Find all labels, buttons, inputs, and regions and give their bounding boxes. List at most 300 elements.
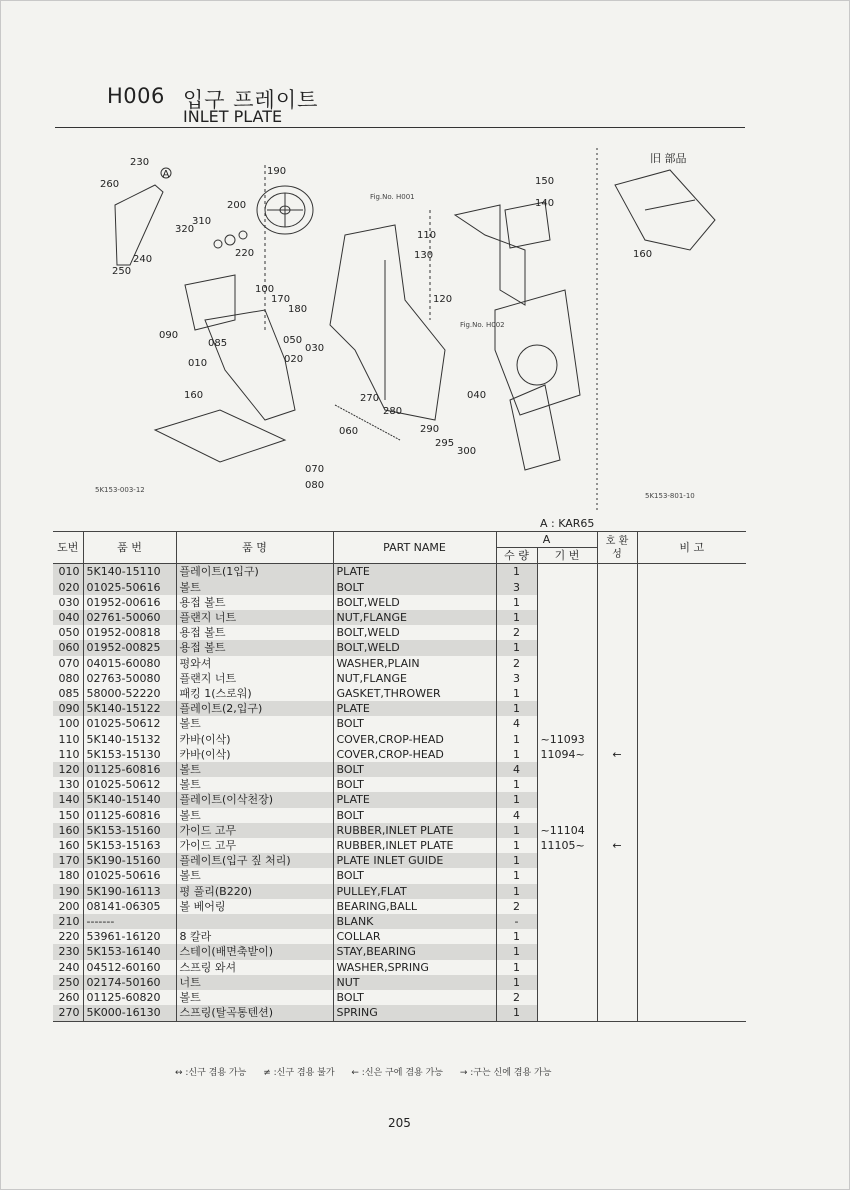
- svg-text:230: 230: [130, 157, 150, 168]
- row-part-number: 5K153-15160: [83, 823, 176, 838]
- row-part-number: 5K153-16140: [83, 944, 176, 959]
- row-part-number: 5K000-16130: [83, 1005, 176, 1021]
- stay-bearing-drawing: [115, 185, 163, 265]
- row-no: 110: [53, 732, 83, 747]
- row-interchange: [597, 868, 637, 883]
- cover-drawing: [455, 205, 525, 305]
- row-name-en: BOLT: [333, 762, 496, 777]
- row-quantity: 1: [496, 868, 537, 883]
- row-serial: [537, 701, 597, 716]
- svg-text:080: 080: [305, 480, 325, 491]
- row-no: 260: [53, 990, 83, 1005]
- row-interchange: [597, 701, 637, 716]
- svg-text:070: 070: [305, 464, 325, 475]
- col-header-name-en: PART NAME: [333, 532, 496, 564]
- page-title-english: INLET PLATE: [183, 107, 283, 126]
- row-no: 160: [53, 823, 83, 838]
- row-quantity: 1: [496, 929, 537, 944]
- row-name-en: PULLEY,FLAT: [333, 884, 496, 899]
- row-part-number: 5K140-15122: [83, 701, 176, 716]
- row-no: 085: [53, 686, 83, 701]
- table-row: [53, 792, 746, 807]
- row-name-kr: 스테이(배면축받이): [176, 944, 333, 959]
- row-name-kr: 평와셔: [176, 656, 333, 671]
- row-name-en: NUT,FLANGE: [333, 671, 496, 686]
- row-no: 120: [53, 762, 83, 777]
- row-interchange: [597, 884, 637, 899]
- row-part-number: 01952-00818: [83, 625, 176, 640]
- svg-text:280: 280: [383, 406, 403, 417]
- row-name-kr: 볼트: [176, 868, 333, 883]
- row-no: 100: [53, 716, 83, 731]
- svg-text:030: 030: [305, 343, 325, 354]
- row-name-en: NUT,FLANGE: [333, 610, 496, 625]
- row-serial: [537, 671, 597, 686]
- row-interchange: [597, 580, 637, 595]
- row-no: 180: [53, 868, 83, 883]
- row-no: 060: [53, 640, 83, 655]
- row-part-number: 02174-50160: [83, 975, 176, 990]
- row-quantity: 1: [496, 747, 537, 762]
- svg-text:120: 120: [433, 294, 453, 305]
- table-row: [53, 625, 746, 640]
- row-part-number: 5K153-15163: [83, 838, 176, 853]
- row-quantity: 1: [496, 732, 537, 747]
- row-no: 240: [53, 960, 83, 975]
- row-remarks: [637, 777, 746, 792]
- row-remarks: [637, 838, 746, 853]
- row-part-number: 5K190-16113: [83, 884, 176, 899]
- row-quantity: 1: [496, 853, 537, 868]
- table-row: [53, 868, 746, 883]
- row-interchange: [597, 656, 637, 671]
- row-name-kr: 볼트: [176, 762, 333, 777]
- row-name-en: BOLT,WELD: [333, 595, 496, 610]
- row-part-number: 08141-06305: [83, 899, 176, 914]
- table-row: [53, 671, 746, 686]
- table-row: [53, 960, 746, 975]
- row-serial: [537, 975, 597, 990]
- table-row: [53, 944, 746, 959]
- row-name-en: BOLT,WELD: [333, 625, 496, 640]
- table-row: [53, 762, 746, 777]
- row-interchange: [597, 990, 637, 1005]
- row-remarks: [637, 656, 746, 671]
- row-name-kr: 볼트: [176, 580, 333, 595]
- row-quantity: 4: [496, 762, 537, 777]
- row-no: 040: [53, 610, 83, 625]
- row-name-kr: 카바(이삭): [176, 747, 333, 762]
- table-row: [53, 716, 746, 731]
- table-row: [53, 732, 746, 747]
- row-serial: [537, 1005, 597, 1021]
- row-part-number: 5K140-15110: [83, 564, 176, 580]
- row-serial: [537, 899, 597, 914]
- row-remarks: [637, 701, 746, 716]
- row-serial: ~11104: [537, 823, 597, 838]
- row-interchange: [597, 960, 637, 975]
- row-serial: 11094~: [537, 747, 597, 762]
- row-quantity: 1: [496, 792, 537, 807]
- row-interchange: [597, 808, 637, 823]
- row-part-number: 01025-50616: [83, 580, 176, 595]
- legend-item: ≠ :신구 겸용 불가: [263, 1068, 335, 1078]
- row-no: 020: [53, 580, 83, 595]
- row-remarks: [637, 580, 746, 595]
- row-quantity: 3: [496, 671, 537, 686]
- svg-text:160: 160: [184, 390, 204, 401]
- col-header-no: 도번: [53, 532, 83, 564]
- col-header-interchange: 호 환 성: [597, 532, 637, 564]
- row-part-number: 58000-52220: [83, 686, 176, 701]
- row-name-kr: 플레이트(1입구): [176, 564, 333, 580]
- row-remarks: [637, 823, 746, 838]
- svg-text:110: 110: [417, 230, 437, 241]
- interchange-legend: [175, 1065, 565, 1078]
- legend-item: ↔ :신구 겸용 가능: [175, 1068, 247, 1078]
- svg-text:010: 010: [188, 358, 208, 369]
- row-name-kr: 플랜지 너트: [176, 671, 333, 686]
- row-name-kr: 8 칼라: [176, 929, 333, 944]
- row-name-en: PLATE: [333, 564, 496, 580]
- row-no: 150: [53, 808, 83, 823]
- old-parts-label: 旧 部品: [650, 152, 687, 165]
- row-part-number: 01125-60816: [83, 808, 176, 823]
- row-interchange: [597, 929, 637, 944]
- row-quantity: 4: [496, 716, 537, 731]
- header-rule: [55, 127, 745, 128]
- row-remarks: [637, 884, 746, 899]
- row-serial: [537, 625, 597, 640]
- row-no: 070: [53, 656, 83, 671]
- row-name-en: RUBBER,INLET PLATE: [333, 823, 496, 838]
- row-interchange: [597, 792, 637, 807]
- row-serial: [537, 777, 597, 792]
- table-row: [53, 564, 746, 580]
- table-row: [53, 823, 746, 838]
- row-interchange: ←: [597, 747, 637, 762]
- svg-text:200: 200: [227, 200, 247, 211]
- row-no: 170: [53, 853, 83, 868]
- row-interchange: [597, 640, 637, 655]
- table-row: [53, 990, 746, 1005]
- row-quantity: 1: [496, 640, 537, 655]
- row-name-en: SPRING: [333, 1005, 496, 1021]
- row-remarks: [637, 929, 746, 944]
- svg-text:295: 295: [435, 438, 455, 449]
- row-name-kr: 볼트: [176, 990, 333, 1005]
- svg-text:290: 290: [420, 424, 440, 435]
- row-no: 210: [53, 914, 83, 929]
- svg-text:260: 260: [100, 179, 120, 190]
- row-remarks: [637, 716, 746, 731]
- row-name-kr: [176, 914, 333, 929]
- svg-text:240: 240: [133, 254, 153, 265]
- row-quantity: 1: [496, 595, 537, 610]
- row-remarks: [637, 625, 746, 640]
- row-name-kr: 용접 볼트: [176, 595, 333, 610]
- col-header-remarks: 비 고: [637, 532, 746, 564]
- row-name-en: BOLT: [333, 990, 496, 1005]
- exploded-parts-diagram: [55, 140, 745, 520]
- row-name-en: BOLT: [333, 580, 496, 595]
- row-part-number: 5K153-15130: [83, 747, 176, 762]
- row-no: 030: [53, 595, 83, 610]
- row-quantity: 1: [496, 884, 537, 899]
- row-part-number: 5K140-15140: [83, 792, 176, 807]
- row-quantity: 1: [496, 564, 537, 580]
- arrow-mark-a: A: [162, 169, 170, 180]
- row-name-en: BOLT: [333, 716, 496, 731]
- row-name-kr: 용접 볼트: [176, 625, 333, 640]
- svg-text:140: 140: [535, 198, 555, 209]
- row-serial: [537, 868, 597, 883]
- row-remarks: [637, 975, 746, 990]
- svg-text:040: 040: [467, 390, 487, 401]
- row-name-en: PLATE INLET GUIDE: [333, 853, 496, 868]
- row-remarks: [637, 564, 746, 580]
- row-remarks: [637, 853, 746, 868]
- row-name-kr: 용접 볼트: [176, 640, 333, 655]
- row-quantity: 2: [496, 990, 537, 1005]
- svg-text:160: 160: [633, 249, 653, 260]
- row-part-number: 5K140-15132: [83, 732, 176, 747]
- row-no: 080: [53, 671, 83, 686]
- page-title-korean: 입구 프레이트: [183, 88, 319, 112]
- table-row: [53, 595, 746, 610]
- svg-text:310: 310: [192, 216, 212, 227]
- table-row: [53, 640, 746, 655]
- row-name-kr: 카바(이삭): [176, 732, 333, 747]
- row-name-en: PLATE: [333, 792, 496, 807]
- row-serial: [537, 595, 597, 610]
- row-quantity: 1: [496, 777, 537, 792]
- table-row: [53, 656, 746, 671]
- svg-text:090: 090: [159, 330, 179, 341]
- row-name-en: BEARING,BALL: [333, 899, 496, 914]
- row-quantity: 1: [496, 944, 537, 959]
- row-remarks: [637, 762, 746, 777]
- row-serial: ~11093: [537, 732, 597, 747]
- row-interchange: [597, 853, 637, 868]
- table-row: [53, 580, 746, 595]
- svg-text:180: 180: [288, 304, 308, 315]
- row-serial: [537, 960, 597, 975]
- row-no: 250: [53, 975, 83, 990]
- row-remarks: [637, 960, 746, 975]
- row-part-number: 01125-60820: [83, 990, 176, 1005]
- row-name-en: COLLAR: [333, 929, 496, 944]
- row-no: 050: [53, 625, 83, 640]
- row-interchange: [597, 762, 637, 777]
- row-no: 140: [53, 792, 83, 807]
- row-interchange: [597, 944, 637, 959]
- row-name-kr: 볼트: [176, 716, 333, 731]
- row-serial: [537, 990, 597, 1005]
- row-remarks: [637, 640, 746, 655]
- legend-item: → :구는 신에 겸용 가능: [459, 1068, 552, 1078]
- row-quantity: 1: [496, 686, 537, 701]
- row-quantity: 4: [496, 808, 537, 823]
- row-name-kr: 플레이트(이삭천장): [176, 792, 333, 807]
- row-remarks: [637, 595, 746, 610]
- row-remarks: [637, 747, 746, 762]
- table-row: [53, 838, 746, 853]
- fig-ref-h002: Fig.No. H002: [460, 321, 505, 329]
- row-name-kr: 패킹 1(스로워): [176, 686, 333, 701]
- inlet-plate-drawing: [185, 275, 235, 330]
- row-part-number: 01025-50612: [83, 777, 176, 792]
- diagram-id-left: 5K153-003-12: [95, 486, 145, 494]
- row-name-en: PLATE: [333, 701, 496, 716]
- fig-ref-h001: Fig.No. H001: [370, 193, 415, 201]
- row-remarks: [637, 732, 746, 747]
- row-part-number: 01025-50612: [83, 716, 176, 731]
- row-name-en: RUBBER,INLET PLATE: [333, 838, 496, 853]
- table-row: [53, 899, 746, 914]
- row-serial: [537, 716, 597, 731]
- row-no: 190: [53, 884, 83, 899]
- col-header-name-kr: 품 명: [176, 532, 333, 564]
- row-name-en: GASKET,THROWER: [333, 686, 496, 701]
- table-row: [53, 1005, 746, 1021]
- legend-item: ← :신은 구에 겸용 가능: [351, 1068, 443, 1078]
- svg-text:250: 250: [112, 266, 132, 277]
- old-part-drawing: [615, 170, 715, 250]
- table-row: [53, 701, 746, 716]
- row-part-number: 02761-50060: [83, 610, 176, 625]
- row-interchange: [597, 1005, 637, 1021]
- row-serial: [537, 884, 597, 899]
- svg-text:320: 320: [175, 224, 195, 235]
- row-name-en: BOLT: [333, 808, 496, 823]
- row-serial: 11105~: [537, 838, 597, 853]
- row-interchange: [597, 564, 637, 580]
- table-row: [53, 686, 746, 701]
- row-interchange: [597, 595, 637, 610]
- row-no: 160: [53, 838, 83, 853]
- row-quantity: -: [496, 914, 537, 929]
- rubber-plate-drawing: [155, 410, 285, 462]
- row-serial: [537, 564, 597, 580]
- row-name-kr: 플레이트(2,입구): [176, 701, 333, 716]
- row-part-number: 01125-60816: [83, 762, 176, 777]
- row-remarks: [637, 990, 746, 1005]
- row-serial: [537, 929, 597, 944]
- row-interchange: [597, 716, 637, 731]
- table-row: [53, 610, 746, 625]
- row-part-number: -------: [83, 914, 176, 929]
- row-quantity: 1: [496, 838, 537, 853]
- parts-table: [53, 531, 746, 1022]
- row-no: 010: [53, 564, 83, 580]
- row-quantity: 1: [496, 975, 537, 990]
- row-quantity: 1: [496, 1005, 537, 1021]
- row-interchange: [597, 914, 637, 929]
- row-interchange: ←: [597, 838, 637, 853]
- row-no: 230: [53, 944, 83, 959]
- row-interchange: [597, 823, 637, 838]
- row-part-number: 53961-16120: [83, 929, 176, 944]
- table-row: [53, 914, 746, 929]
- row-name-en: BOLT: [333, 777, 496, 792]
- row-part-number: 5K190-15160: [83, 853, 176, 868]
- row-interchange: [597, 610, 637, 625]
- row-remarks: [637, 868, 746, 883]
- row-remarks: [637, 914, 746, 929]
- svg-text:050: 050: [283, 335, 303, 346]
- diagram-id-right: 5K153-801-10: [645, 492, 695, 500]
- svg-text:085: 085: [208, 338, 228, 349]
- row-remarks: [637, 808, 746, 823]
- row-serial: [537, 792, 597, 807]
- row-interchange: [597, 686, 637, 701]
- row-name-kr: 스프링 와셔: [176, 960, 333, 975]
- svg-text:100: 100: [255, 284, 275, 295]
- col-header-part-no: 품 번: [83, 532, 176, 564]
- row-serial: [537, 610, 597, 625]
- row-name-en: BLANK: [333, 914, 496, 929]
- row-part-number: 01025-50616: [83, 868, 176, 883]
- table-row: [53, 975, 746, 990]
- row-serial: [537, 686, 597, 701]
- row-interchange: [597, 732, 637, 747]
- row-serial: [537, 944, 597, 959]
- row-name-en: COVER,CROP-HEAD: [333, 747, 496, 762]
- row-remarks: [637, 944, 746, 959]
- table-row: [53, 884, 746, 899]
- row-name-en: BOLT: [333, 868, 496, 883]
- row-interchange: [597, 777, 637, 792]
- row-serial: [537, 656, 597, 671]
- row-no: 090: [53, 701, 83, 716]
- svg-text:220: 220: [235, 248, 255, 259]
- row-no: 220: [53, 929, 83, 944]
- row-quantity: 1: [496, 823, 537, 838]
- row-name-en: BOLT,WELD: [333, 640, 496, 655]
- row-name-kr: 플레이트(입구 짚 처리): [176, 853, 333, 868]
- col-header-group-a: A: [496, 532, 597, 548]
- row-interchange: [597, 671, 637, 686]
- row-quantity: 1: [496, 701, 537, 716]
- row-name-kr: 볼 베어링: [176, 899, 333, 914]
- row-name-en: WASHER,SPRING: [333, 960, 496, 975]
- row-name-kr: 볼트: [176, 777, 333, 792]
- svg-text:170: 170: [271, 294, 291, 305]
- row-remarks: [637, 792, 746, 807]
- row-no: 200: [53, 899, 83, 914]
- row-interchange: [597, 975, 637, 990]
- row-serial: [537, 762, 597, 777]
- row-serial: [537, 808, 597, 823]
- row-interchange: [597, 899, 637, 914]
- row-serial: [537, 640, 597, 655]
- row-interchange: [597, 625, 637, 640]
- svg-text:190: 190: [267, 166, 287, 177]
- row-part-number: 01952-00616: [83, 595, 176, 610]
- row-quantity: 2: [496, 899, 537, 914]
- page-number: 205: [388, 1116, 411, 1130]
- row-quantity: 2: [496, 656, 537, 671]
- row-name-en: NUT: [333, 975, 496, 990]
- svg-text:130: 130: [414, 250, 434, 261]
- row-part-number: 02763-50080: [83, 671, 176, 686]
- table-row: [53, 929, 746, 944]
- row-remarks: [637, 899, 746, 914]
- row-serial: [537, 914, 597, 929]
- col-header-serial: 기 번: [537, 548, 597, 564]
- row-quantity: 1: [496, 610, 537, 625]
